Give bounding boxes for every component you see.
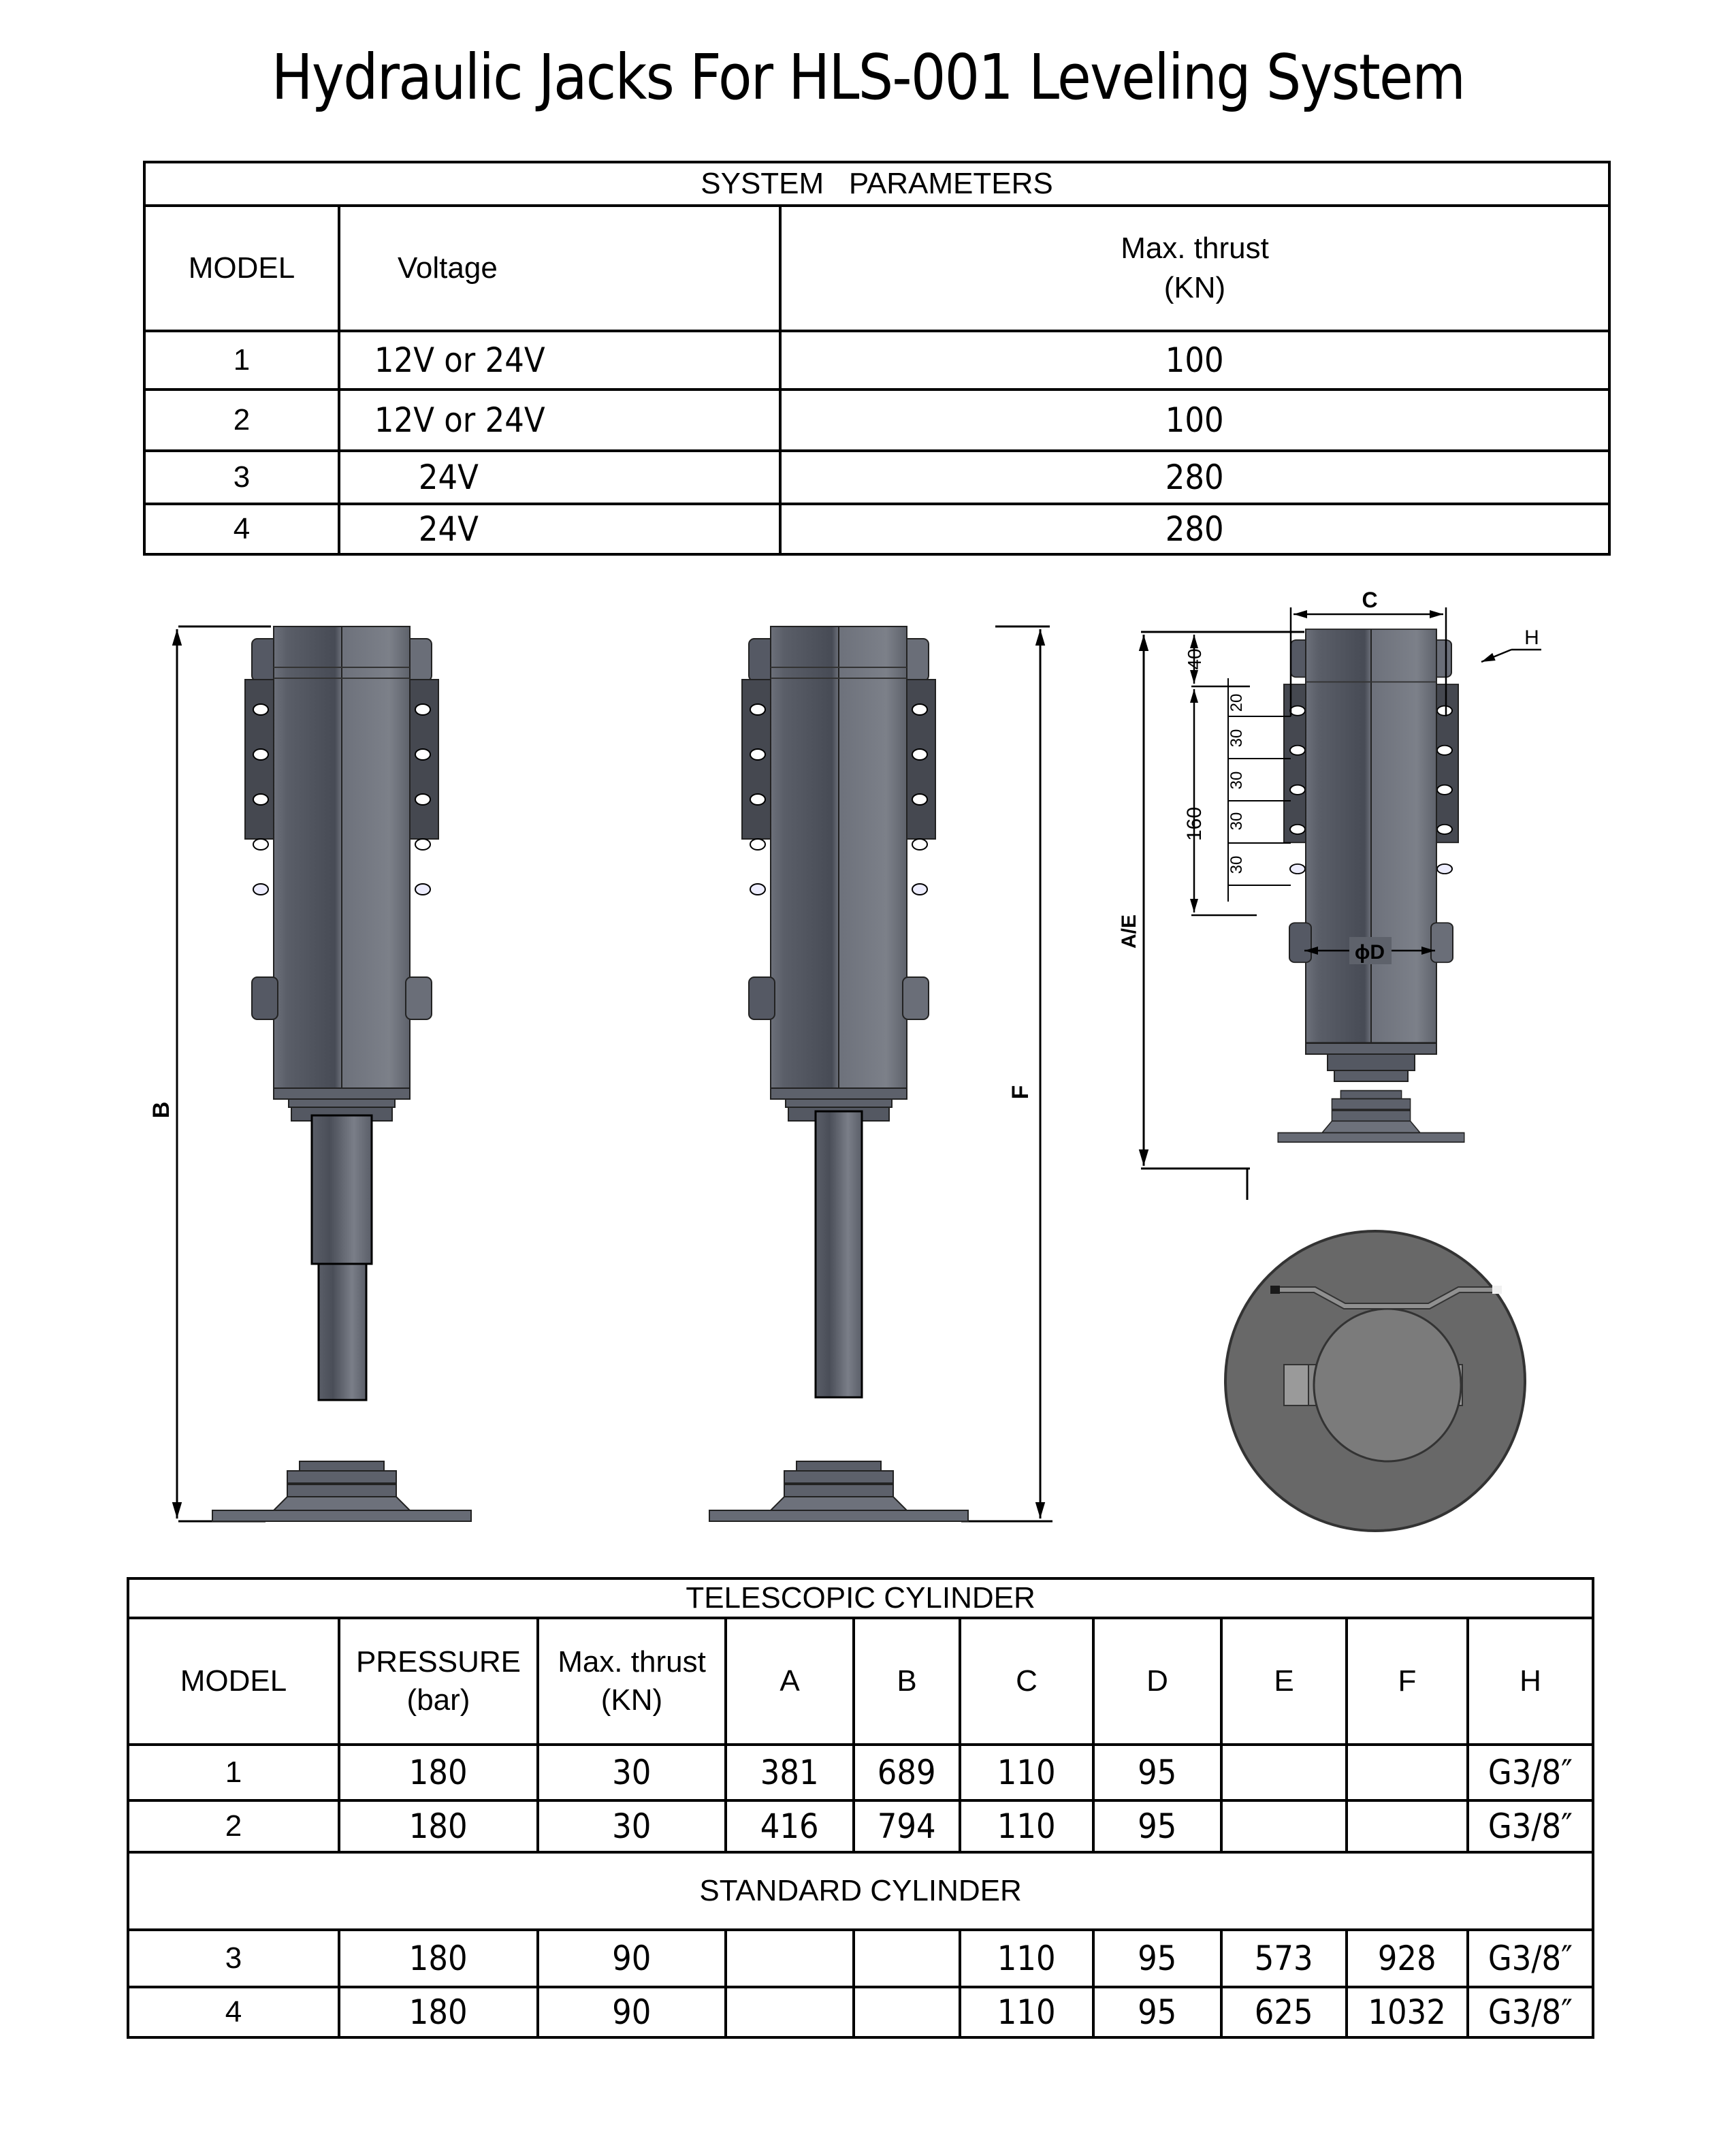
header-max-thrust-line1: Max. thrust [1121,232,1269,265]
model-cell: 1 [144,331,339,390]
svg-text:C: C [1362,588,1378,612]
telescopic-cylinder-title: TELESCOPIC CYLINDER [128,1578,1593,1618]
cylinder-specs-table [127,1577,1594,2039]
header-e: E [1221,1618,1347,1745]
thrust-cell: 100 [780,331,1609,390]
h-cell: G3/8″ [1468,1745,1593,1800]
pressure-cell: 180 [339,1745,538,1800]
telescopic-jack-drawing [148,626,471,1521]
table-row [128,1745,1593,1800]
svg-text:20: 20 [1227,693,1246,712]
model-cell: 3 [144,451,339,504]
d-cell: 95 [1093,1745,1221,1800]
thrust-cell: 100 [780,390,1609,451]
header-b: B [854,1618,960,1745]
svg-text:H: H [1524,626,1539,649]
table-row [128,1930,1593,1987]
header-h: H [1468,1618,1593,1745]
system-parameters-title: SYSTEM PARAMETERS [144,162,1609,206]
b-cell [854,1987,960,2037]
header-pressure [339,1618,538,1745]
svg-text:30: 30 [1227,771,1246,790]
svg-text:F: F [1008,1085,1033,1100]
model-cell: 3 [128,1930,339,1987]
d-cell: 95 [1093,1930,1221,1987]
model-cell: 2 [128,1800,339,1852]
e-cell: 573 [1221,1930,1347,1987]
h-cell: G3/8″ [1468,1930,1593,1987]
model-cell: 1 [128,1745,339,1800]
a-cell [726,1930,854,1987]
header-max-thrust [538,1618,726,1745]
table-row [144,504,1609,554]
e-cell: 625 [1221,1987,1347,2037]
detail-jack-drawing [1118,588,1541,1200]
table-row [128,1987,1593,2037]
page-title: Hydraulic Jacks For HLS-001 Leveling System [271,41,1465,114]
a-cell [726,1987,854,2037]
f-cell [1347,1800,1468,1852]
technical-drawings [0,558,1736,1539]
b-cell: 794 [854,1800,960,1852]
header-pressure-line1: PRESSURE [355,1645,521,1679]
svg-text:30: 30 [1227,812,1246,831]
model-cell: 4 [144,504,339,554]
svg-text:40: 40 [1184,648,1205,670]
table-row [128,1800,1593,1852]
f-cell [1347,1745,1468,1800]
table-row [144,331,1609,390]
f-cell: 928 [1347,1930,1468,1987]
header-model: MODEL [128,1618,339,1745]
voltage-cell: 24V [339,504,780,554]
c-cell: 110 [960,1745,1093,1800]
header-a: A [726,1618,854,1745]
c-cell: 110 [960,1987,1093,2037]
table-row [144,390,1609,451]
pressure-cell: 180 [339,1930,538,1987]
c-cell: 110 [960,1930,1093,1987]
b-cell [854,1930,960,1987]
thrust-cell: 90 [538,1987,726,2037]
h-cell: G3/8″ [1468,1987,1593,2037]
header-max-thrust-line2: (KN) [600,1683,663,1717]
header-model: MODEL [144,206,339,331]
f-cell: 1032 [1347,1987,1468,2037]
standard-jack-drawing [709,626,1052,1521]
header-max-thrust-line2: (KN) [1163,271,1226,304]
h-cell: G3/8″ [1468,1800,1593,1852]
e-cell [1221,1745,1347,1800]
header-c: C [960,1618,1093,1745]
thrust-cell: 280 [780,504,1609,554]
voltage-cell: 12V or 24V [339,331,780,390]
header-max-thrust-line1: Max. thrust [558,1645,706,1679]
svg-text:ϕD: ϕD [1354,941,1385,964]
top-view-drawing [1225,1231,1525,1531]
standard-cylinder-title: STANDARD CYLINDER [128,1852,1593,1930]
svg-text:160: 160 [1183,806,1206,842]
d-cell: 95 [1093,1800,1221,1852]
header-f: F [1347,1618,1468,1745]
thrust-cell: 280 [780,451,1609,504]
thrust-cell: 90 [538,1930,726,1987]
svg-text:30: 30 [1227,855,1246,874]
d-cell: 95 [1093,1987,1221,2037]
table-row [144,451,1609,504]
e-cell [1221,1800,1347,1852]
thrust-cell: 30 [538,1800,726,1852]
c-cell: 110 [960,1800,1093,1852]
a-cell: 416 [726,1800,854,1852]
header-voltage: Voltage [339,206,780,331]
svg-text:30: 30 [1227,729,1246,748]
system-parameters-table [143,161,1611,556]
a-cell: 381 [726,1745,854,1800]
b-cell: 689 [854,1745,960,1800]
header-pressure-line2: (bar) [406,1683,470,1717]
voltage-cell: 12V or 24V [339,390,780,451]
header-d: D [1093,1618,1221,1745]
pressure-cell: 180 [339,1987,538,2037]
thrust-cell: 30 [538,1745,726,1800]
model-cell: 4 [128,1987,339,2037]
header-max-thrust [780,206,1609,331]
pressure-cell: 180 [339,1800,538,1852]
svg-text:A/E: A/E [1118,914,1140,949]
model-cell: 2 [144,390,339,451]
voltage-cell: 24V [339,451,780,504]
svg-text:B: B [148,1101,174,1119]
